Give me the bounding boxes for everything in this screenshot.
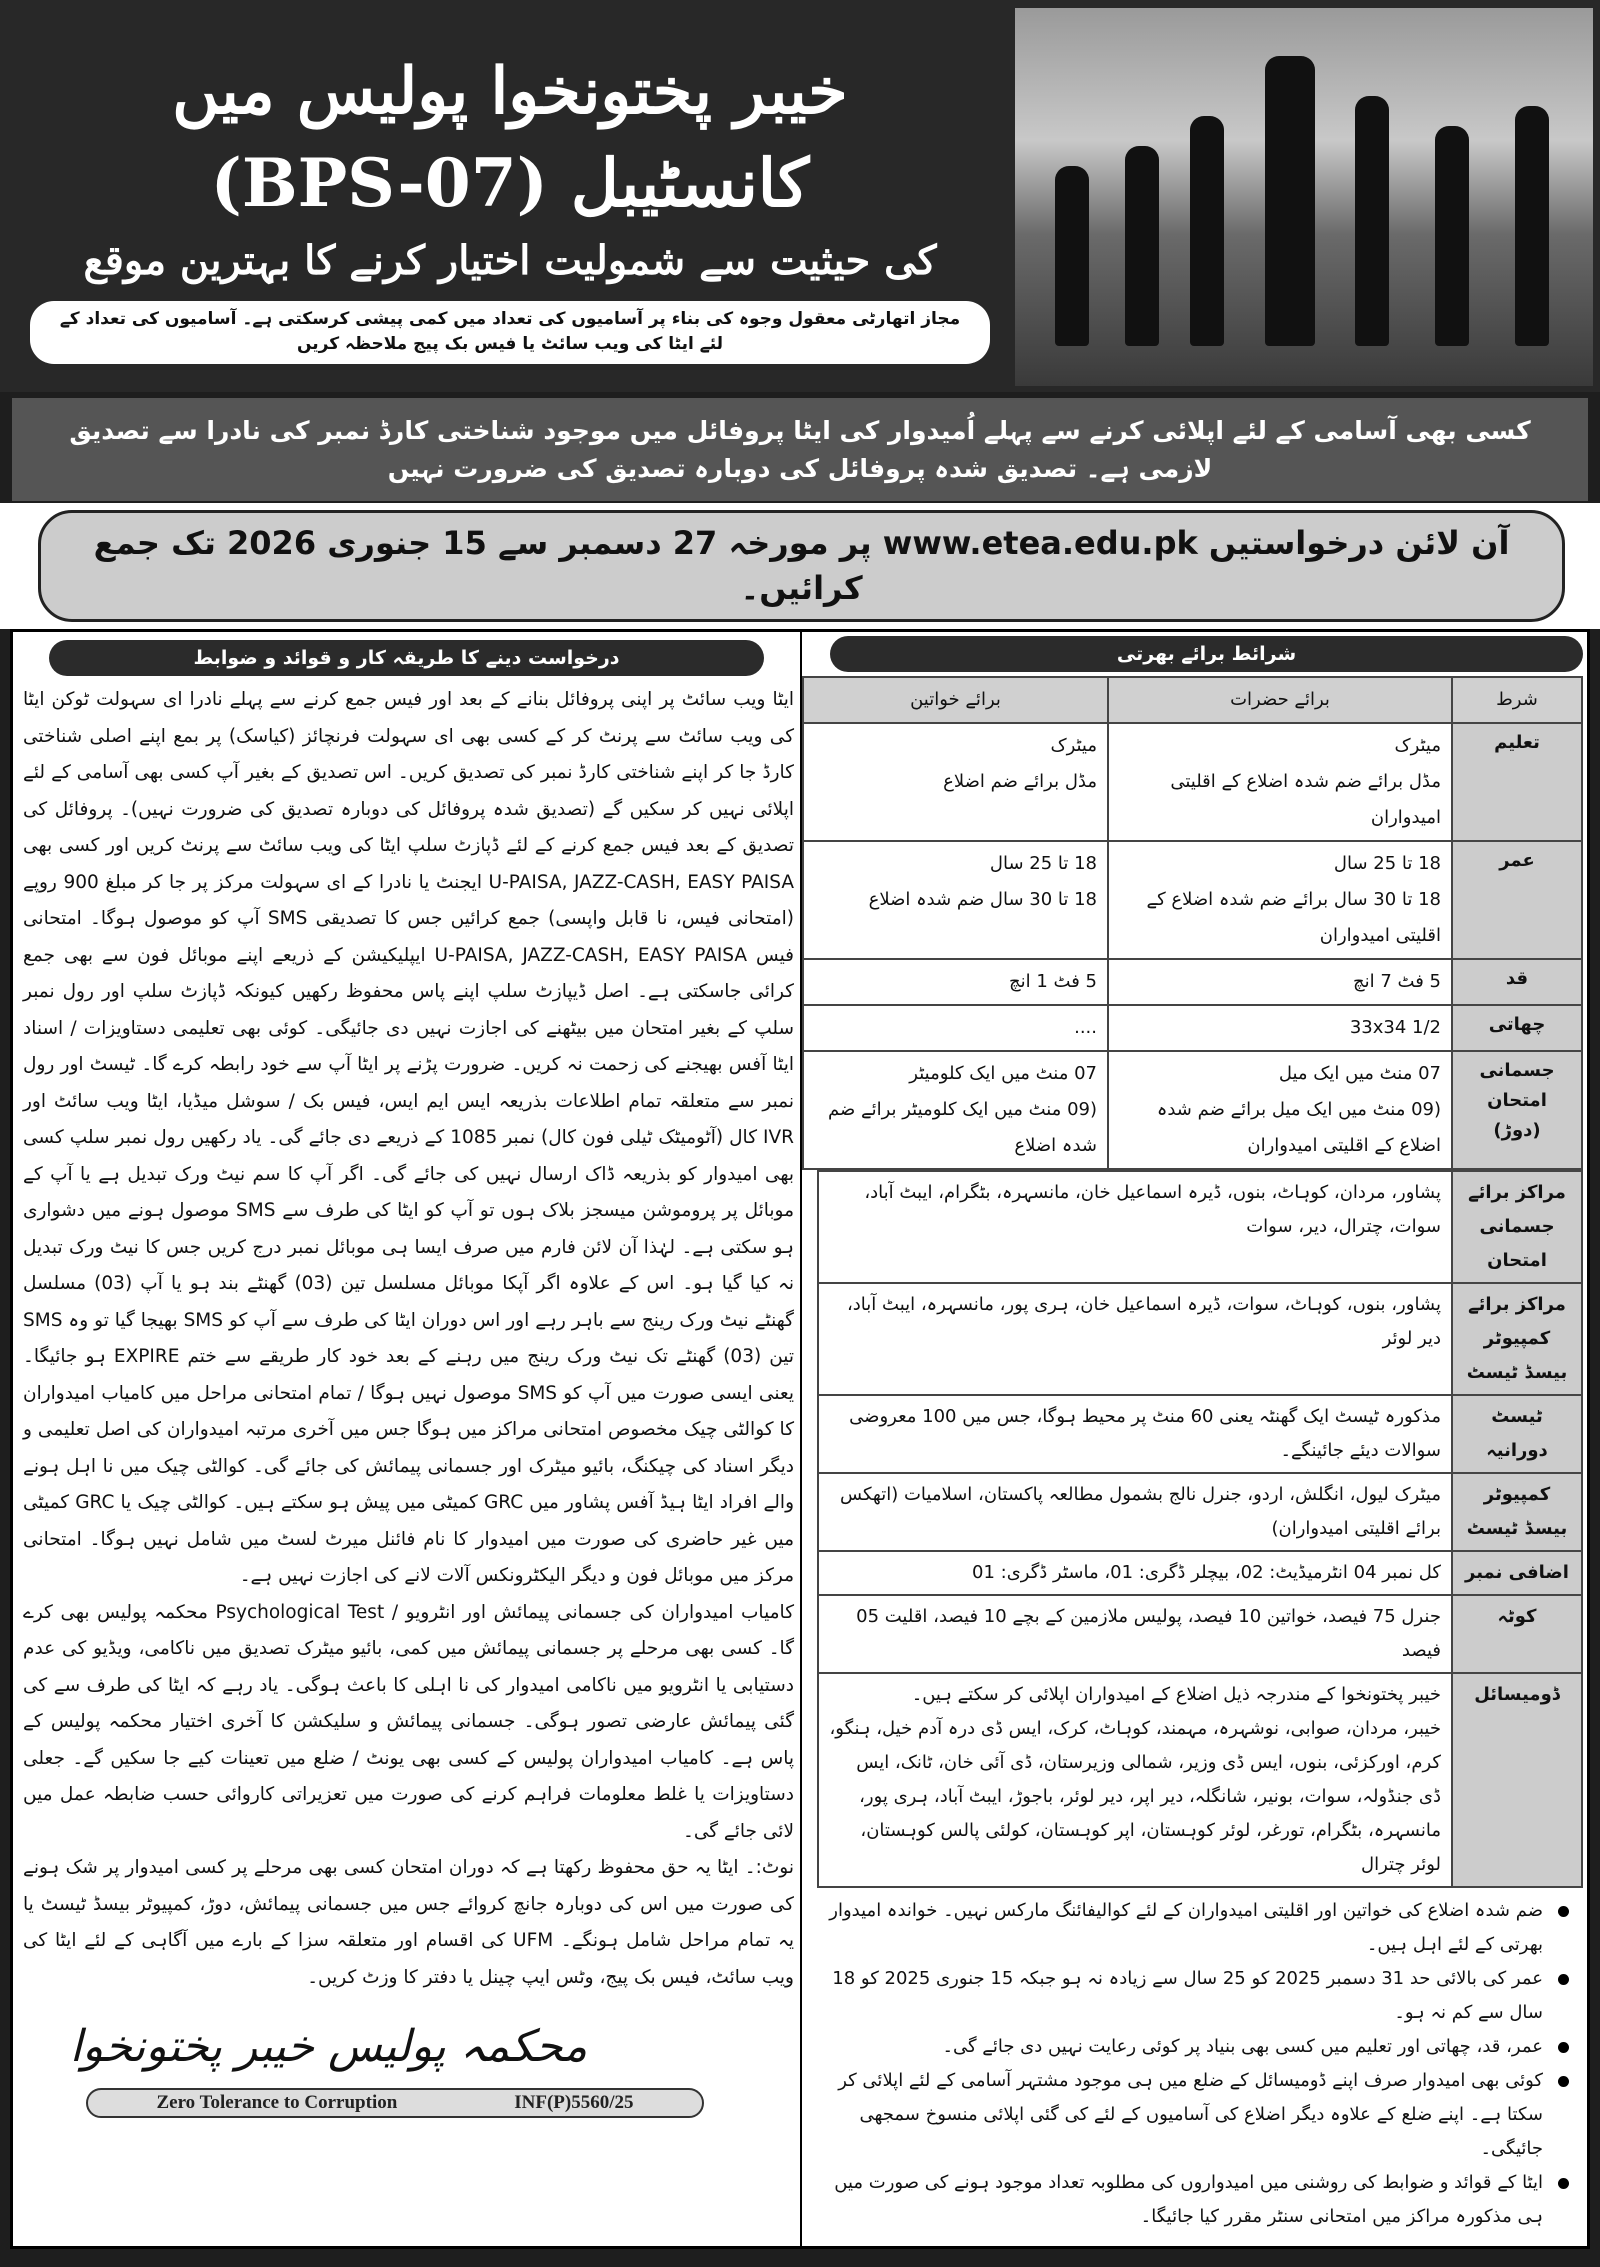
row-label: اضافی نمبر xyxy=(1452,1551,1582,1595)
paragraph: ایٹا ویب سائٹ پر اپنی پروفائل بنانے کے بعد اور فیس جمع کرنے سے پہلے نادرا ای سہولت ٹوکن ایٹا کی ویب سائٹ سے پرنٹ کر کے کسی بھی ای سہولت فرنچائز (کیاسک) پر بمع اپنے اصلی شناختی کارڈ جا کر اپنے شناختی کارڈ نمبر کی تصدیق کریں۔ اس تصدیق کے بغیر آپ کسی بھی آسامی کے لئے اپلائی نہیں کر سکیں گے (تصدیق شدہ پروفائل کی دوبارہ تصدیق کی ضرورت نہیں)۔ پروفائل کی تصدیق کے بعد فیس جمع کرنے کے لئے ڈپازٹ سلپ ایٹا کی ویب سائٹ سے پرنٹ کریں اور کسی بھی U-PAISA, JAZZ-CASH, EASY PAISA ایجنٹ یا نادرا کے ای سہولت مرکز پر جا کر مبلغ 900 روپے (امتحانی فیس، نا قابل واپسی) جمع کرائیں جس کا تصدیقی SMS آپ کو موصول ہوگا۔ امتحانی فیس U-PAISA, JAZZ-CASH, EASY PAISA ایپلیکیشن کے ذریعے اپنے موبائل فون سے بھی جمع کرائی جاسکتی ہے۔ اصل ڈیپازٹ سلپ اپنے پاس محفوظ رکھیں کیونکہ ڈپازٹ سلپ اور رول نمبر سلپ کے بغیر امتحان میں بیٹھنے کی اجازت نہیں دی جائیگی۔ کوئی بھی تعلیمی دستاویزات / اسناد ایٹا آفس بھیجنے کی زحمت نہ کریں۔ ضرورت پڑنے پر ایٹا آپ سے خود رابطہ کرے گا۔ ٹیسٹ اور رول نمبر سے متعلقہ تمام اطلاعات بذریعہ ایس ایم ایس، فیس بک / سوشل میڈیا، ایٹا ویب سائٹ اور IVR کال (آٹومیٹک ٹیلی فون کال) نمبر 1085 کے ذریعے دی جائے گی۔ یاد رکھیں رول نمبر سلپ کسی بھی امیدوار کو بذریعہ ڈاک ارسال نہیں کی جائے گی۔ اگر آپ کا سم نیٹ ورک تبدیل ہے یا آپ کے موبائل پر پروموشن میسجز بلاک ہوں تو آپ کو ایٹا کی طرف سے SMS موصول ہونے میں دشواری ہو سکتی ہے۔ لہٰذا آن لائن فارم میں صرف ایسا ہی موبائل نمبر درج کریں جس کا نیٹ ورک تبدیل نہ کیا گیا ہو۔ اس کے علاوہ اگر آپکا موبائل مسلسل تین (03) گھنٹے بند ہو یا آپ (03) مسلسل گھنٹے نیٹ ورک رینج سے باہر رہے اور اس دوران ایٹا کی طرف سے آپ کو SMS بھیجا گیا تو وہ SMS تین (03) گھنٹے تک نیٹ ورک رینج میں رہنے کے بعد خود کار طریقے سے ختم EXPIRE ہو جائیگا۔ یعنی ایسی صورت میں آپ کو SMS موصول نہیں ہوگا / تمام امتحانی مراحل میں کامیاب امیدواران کا کوالٹی چیک مخصوص امتحانی مراکز میں ہوگا جس میں آخری مرتبہ امیدواران کی اصل تعلیمی و دیگر اسناد کی چیکنگ، بائیو میٹرک اور جسمانی پیمائش کی جائے گی۔ کوالٹی چیک میں نا اہل ہونے والے افراد ایٹا ہیڈ آفس پشاور میں GRC کمیٹی میں پیش ہو سکتے ہیں۔ کوالٹی چیک یا GRC کمیٹی میں غیر حاضری کی صورت میں امیدوار کا نام فائنل میرٹ لسٹ میں شامل نہیں ہوگا۔ امتحانی مرکز میں موبائل فون و دیگر الیکٹرونکس آلات لانے کی اجازت نہیں ہے۔ xyxy=(23,689,795,1587)
paragraph: نوٹ:۔ ایٹا یہ حق محفوظ رکھتا ہے کہ دوران امتحان کسی بھی مرحلے پر کسی امیدوار پر شک ہونے کی صورت میں اس کی دوبارہ جانچ کروائے جس میں جسمانی پیمائش، دوڑ، کمپیوٹر بیسڈ ٹیسٹ یا یہ تمام مراحل شامل ہونگے۔ UFM کی اقسام اور متعلقہ سزا کے بارے میں آگاہی کے لئے ایٹا کی ویب سائٹ، فیس بک پیج، وٹس ایپ چینل یا دفتر کا وزٹ کریں۔ xyxy=(23,1857,794,1988)
row-label: کمپیوٹر بیسڈ ٹیسٹ xyxy=(1452,1473,1582,1551)
headline: خیبر پختونخوا پولیس میں xyxy=(172,54,848,129)
row-label: چھاتی xyxy=(1452,1005,1582,1051)
cell-line: میٹرک xyxy=(1394,735,1441,757)
cell-line: خیبر، مردان، صوابی، نوشہرہ، مہمند، کوہاٹ، کرک، ایس ڈی درہ آدم خیل، ہنگو، کرم، اورکزئی، بنوں، ایس ڈی وزیر، شمالی وزیرستان، ڈی آئی خان، ٹانک، ایس ڈی جنڈولہ، سوات، بونیر، شانگلہ، دیر اپر، دیر لوئر، باجوڑ، ایبٹ آباد، ہری پور، مانسہرہ، بٹگرام، تورغر، لوئر کوہستان، اپر کوہستان، کولئی پالس کوہستان، لوئر چترال xyxy=(829,1718,1441,1876)
cell-line: (09 منٹ میں ایک میل برائے ضم شدہ اضلاع کے اقلیتی امیدواران xyxy=(1156,1099,1441,1157)
footer-strip xyxy=(86,2088,704,2118)
tagline: کی حیثیت سے شمولیت اختیار کرنے کا بہترین موقع xyxy=(83,236,937,284)
row-label: جسمانی امتحان (دوڑ) xyxy=(1452,1051,1582,1169)
detail-value xyxy=(818,1171,1452,1283)
men-cell xyxy=(1108,1051,1452,1169)
cell-line: میٹرک xyxy=(1050,735,1097,757)
table-row xyxy=(803,841,1582,959)
cell-line: 07 منٹ میں ایک میل xyxy=(1278,1063,1441,1085)
women-cell xyxy=(803,841,1108,959)
cell-line: مذکورہ ٹیسٹ ایک گھنٹہ یعنی 60 منٹ پر محیط ہوگا، جس میں 100 معروضی سوالات دیئے جائینگے۔ xyxy=(849,1406,1441,1462)
requirements-column xyxy=(800,632,1587,2247)
detail-value xyxy=(818,1283,1452,1395)
detail-row xyxy=(818,1551,1582,1595)
detail-row xyxy=(818,1395,1582,1473)
col-header: شرط xyxy=(1452,677,1582,723)
row-label: قد xyxy=(1452,959,1582,1005)
cell-line: .... xyxy=(1074,1017,1097,1039)
title-block xyxy=(30,8,990,386)
table-row xyxy=(803,1005,1582,1051)
paragraph: کامیاب امیدواران کی جسمانی پیمائش اور انٹرویو / Psychological Test محکمہ پولیس بھی کرے گا۔ کسی بھی مرحلے پر جسمانی پیمائش میں کمی، بائیو میٹرک تصدیق میں ناکامی، ویڈیو کی عدم دستیابی یا انٹرویو میں ناکامی امیدوار کی نا اہلی کا باعث ہوگی۔ یاد رہے کہ ایٹا کی طرف سے کی گئی پیمائش عارضی تصور ہوگی۔ جسمانی پیمائش و سلیکشن کا آخری اختیار محکمہ پولیس کے پاس ہے۔ کامیاب امیدواران پولیس کے کسی بھی یونٹ / ضلع میں تعینات کیے جا سکیں گے۔ جعلی دستاویزات یا غلط معلومات فراہم کرنے کی صورت میں تعزیراتی کاروائی حسب ضابطہ عمل میں لائی جائے گی۔ xyxy=(23,1601,795,1842)
cell-line: 5 فٹ 1 انچ xyxy=(1009,971,1097,993)
table-row xyxy=(803,723,1582,841)
procedure-text xyxy=(23,682,794,1996)
cell-line: خیبر پختونخوا کے مندرجہ ذیل اضلاع کے امیدواران اپلائی کر سکتے ہیں۔ xyxy=(911,1684,1441,1706)
cell-line: مڈل برائے ضم شدہ اضلاع کے اقلیتی امیدواران xyxy=(1170,771,1441,829)
list-item: ضم شدہ اضلاع کی خواتین اور اقلیتی امیدواران کے لئے کوالیفائنگ مارکس نہیں۔ خواندہ امیدوار بھرتی کے لئے اہل ہیں۔ xyxy=(822,1894,1583,1962)
detail-row xyxy=(818,1673,1582,1887)
row-label: عمر xyxy=(1452,841,1582,959)
row-label: کوٹہ xyxy=(1452,1595,1582,1673)
cell-line: 18 تا 30 سال برائے ضم شدہ اضلاع کے اقلیتی امیدواران xyxy=(1146,889,1441,947)
list-item: عمر، قد، چھاتی اور تعلیم میں کسی بھی بنیاد پر کوئی رعایت نہیں دی جائے گی۔ xyxy=(822,2030,1583,2064)
slogan: Zero Tolerance to Corruption xyxy=(156,2091,398,2113)
row-label: مراکز برائے کمپیوٹر بیسڈ ٹیسٹ xyxy=(1452,1283,1582,1395)
row-label: تعلیم xyxy=(1452,723,1582,841)
cell-line: 5 فٹ 7 انچ xyxy=(1353,971,1441,993)
posts-note: مجاز اتھارٹی معقول وجوہ کی بناء پر آسامیوں کی تعداد میں کمی پیشی کرسکتی ہے۔ آسامیوں کی تعداد کے لئے ایٹا کی ویب سائٹ یا فیس بک پیج ملاحظہ کریں xyxy=(30,301,990,364)
main-content xyxy=(10,629,1590,2250)
department-signature: محکمہ پولیس خیبر پختونخوا xyxy=(69,2021,588,2073)
row-label: مراکز برائے جسمانی امتحان xyxy=(1452,1171,1582,1283)
list-item: ایٹا کے قوائد و ضوابط کی روشنی میں امیدواروں کی مطلوبہ تعداد موجود ہونے کی صورت میں ہی مذکورہ مراکز میں امتحانی سنٹر مقرر کیا جائیگا۔ xyxy=(822,2166,1583,2234)
cell-line: 18 تا 30 سال ضم شدہ اضلاع xyxy=(868,889,1097,911)
cell-line: پشاور، بنوں، کوہاٹ، سوات، ڈیرہ اسماعیل خان، ہری پور، مانسہرہ، ایبٹ آباد، دیر لوئر xyxy=(846,1294,1441,1350)
men-cell xyxy=(1108,959,1452,1005)
cell-line: جنرل 75 فیصد، خواتین 10 فیصد، پولیس ملازمین کے بچے 10 فیصد، اقلیت 05 فیصد xyxy=(856,1606,1441,1662)
detail-value xyxy=(818,1595,1452,1673)
police-parade-photo xyxy=(1015,8,1593,386)
cell-line: کل نمبر 04 انٹرمیڈیٹ: 02، بیچلر ڈگری: 01، ماسٹر ڈگری: 01 xyxy=(972,1562,1441,1584)
cell-line: (09 منٹ میں ایک کلومیٹر برائے ضم شدہ اضلاع xyxy=(828,1099,1097,1157)
detail-row xyxy=(818,1283,1582,1395)
procedure-heading: درخواست دینے کا طریقہ کار و قوائد و ضوابط xyxy=(49,640,764,677)
row-label: ٹیسٹ دورانیہ xyxy=(1452,1395,1582,1473)
men-cell xyxy=(1108,723,1452,841)
requirements-table xyxy=(802,676,1583,1170)
online-application-notice: آن لائن درخواستیں www.etea.edu.pk پر مورخہ 27 دسمبر سے 15 جنوری 2026 تک جمع کرائیں۔ xyxy=(38,510,1565,622)
reference-number: INF(P)5560/25 xyxy=(514,2091,634,2113)
table-row xyxy=(803,959,1582,1005)
header-banner xyxy=(0,0,1600,392)
details-table xyxy=(817,1170,1583,1888)
cell-line: 18 تا 25 سال xyxy=(989,853,1097,875)
cell-line: 07 منٹ میں ایک کلومیٹر xyxy=(909,1063,1097,1085)
col-header: برائے حضرات xyxy=(1108,677,1452,723)
detail-value xyxy=(818,1551,1452,1595)
list-item: کوئی بھی امیدوار صرف اپنے ڈومیسائل کے ضلع میں ہی موجود مشتہر آسامی کے لئے اپلائی کر سکتا ہے۔ اپنے ضلع کے علاوہ دیگر اضلاع کی آسامیوں کے لئے کی گئی اپلائی منسوخ سمجھی جائیگی۔ xyxy=(822,2064,1583,2166)
detail-row xyxy=(818,1473,1582,1551)
requirements-heading: شرائط برائے بھرتی xyxy=(830,636,1583,673)
list-item: عمر کی بالائی حد 31 دسمبر 2025 کو 25 سال سے زیادہ نہ ہو جبکہ 15 جنوری 2025 کو 18 سال سے کم نہ ہو۔ xyxy=(822,1962,1583,2030)
detail-value xyxy=(818,1473,1452,1551)
table-row xyxy=(803,1051,1582,1169)
detail-row xyxy=(818,1595,1582,1673)
men-cell xyxy=(1108,1005,1452,1051)
cell-line: 18 تا 25 سال xyxy=(1333,853,1441,875)
cell-line: پشاور، مردان، کوہاٹ، بنوں، ڈیرہ اسماعیل خان، مانسہرہ، بٹگرام، ایبٹ آباد، سوات، چترال، دیر، سوات xyxy=(864,1182,1441,1238)
cell-line: مڈل برائے ضم اضلاع xyxy=(943,771,1097,793)
verification-banner: کسی بھی آسامی کے لئے اپلائی کرنے سے پہلے اُمیدوار کی ایٹا پروفائل میں موجود شناختی کارڈ نمبر کی نادرا سے تصدیق لازمی ہے۔ تصدیق شدہ پروفائل کی دوبارہ تصدیق کی ضرورت نہیں xyxy=(12,398,1588,501)
procedure-column xyxy=(13,632,800,2247)
detail-value xyxy=(818,1395,1452,1473)
cell-line: میٹرک لیول، انگلش، اردو، جنرل نالج بشمول مطالعہ پاکستان، اسلامیات (اتھکس برائے اقلیتی امیدواران) xyxy=(840,1484,1441,1540)
cell-line: 33x34 1/2 xyxy=(1349,1017,1441,1039)
online-strip xyxy=(0,503,1600,629)
women-cell xyxy=(803,959,1108,1005)
post-title: کانسٹیبل (BPS-07) xyxy=(210,144,810,223)
detail-row xyxy=(818,1171,1582,1283)
women-cell xyxy=(803,723,1108,841)
women-cell xyxy=(803,1051,1108,1169)
detail-value xyxy=(818,1673,1452,1887)
notes-list xyxy=(802,1888,1583,2234)
row-label: ڈومیسائل xyxy=(1452,1673,1582,1887)
women-cell xyxy=(803,1005,1108,1051)
col-header: برائے خواتین xyxy=(803,677,1108,723)
details-wrapper xyxy=(802,1170,1583,1888)
men-cell xyxy=(1108,841,1452,959)
